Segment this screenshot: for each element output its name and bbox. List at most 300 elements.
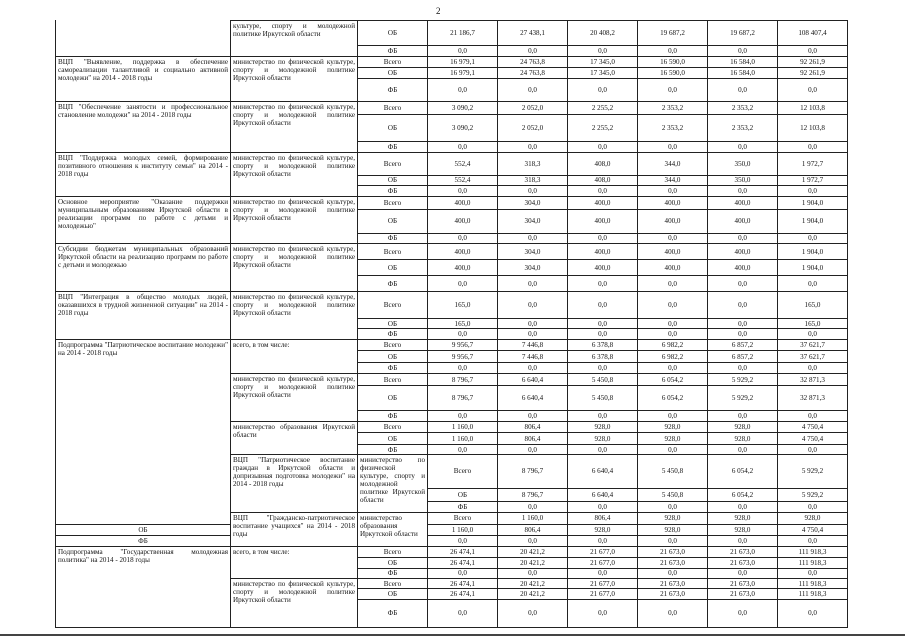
year-value-cell: 2 353,2 <box>638 101 708 114</box>
year-value-cell: 8 796,7 <box>428 374 498 386</box>
year-value-cell: 0,0 <box>498 329 568 339</box>
year-value-cell: 928,0 <box>568 421 638 433</box>
year-value-cell: 0,0 <box>568 411 638 421</box>
year-value-cell: 0,0 <box>638 599 708 627</box>
funding-source-cell: Всего <box>428 513 498 525</box>
year-value-cell: 0,0 <box>498 142 568 152</box>
year-value-cell: 0,0 <box>708 186 778 196</box>
year-value-cell: 0,0 <box>428 411 498 421</box>
funding-source-cell: ОБ <box>358 210 428 233</box>
funding-source-cell: ФБ <box>358 411 428 421</box>
year-value-cell: 0,0 <box>498 46 568 56</box>
year-value-cell: 400,0 <box>638 243 708 259</box>
year-value-cell: 0,0 <box>568 501 638 513</box>
year-value-cell: 16 979,1 <box>428 68 498 78</box>
total-value-cell: 1 904,0 <box>778 210 848 233</box>
year-value-cell: 0,0 <box>498 599 568 627</box>
funding-source-cell: ОБ <box>358 319 428 329</box>
program-name-cell: ВЦП "Обеспечение занятости и профессиональное становление молодежи" на 2014 - 2018 годы <box>56 101 231 152</box>
year-value-cell: 0,0 <box>708 319 778 329</box>
year-value-cell: 0,0 <box>568 444 638 454</box>
year-value-cell: 318,3 <box>498 152 568 175</box>
year-value-cell: 5 450,8 <box>568 386 638 411</box>
total-value-cell: 4 750,4 <box>778 433 848 445</box>
year-value-cell: 21 673,0 <box>638 578 708 588</box>
year-value-cell: 0,0 <box>638 501 708 513</box>
year-value-cell: 9 956,7 <box>428 339 498 351</box>
year-value-cell: 27 438,1 <box>498 21 568 46</box>
funding-source-cell: ФБ <box>358 46 428 56</box>
year-value-cell: 5 929,2 <box>708 374 778 386</box>
year-value-cell: 0,0 <box>708 411 778 421</box>
year-value-cell: 400,0 <box>708 243 778 259</box>
year-value-cell: 20 421,2 <box>498 558 568 568</box>
year-value-cell: 19 687,2 <box>638 21 708 46</box>
program-name-cell: Подпрограмма "Патриотическое воспитание молодежи" на 2014 - 2018 годы <box>56 339 231 524</box>
year-value-cell: 0,0 <box>638 142 708 152</box>
year-value-cell: 0,0 <box>498 233 568 243</box>
funding-source-cell: ОБ <box>358 260 428 276</box>
year-value-cell: 6 857,2 <box>708 339 778 351</box>
year-value-cell: 6 378,8 <box>568 351 638 363</box>
total-value-cell: 0,0 <box>778 362 848 374</box>
total-value-cell: 0,0 <box>778 599 848 627</box>
funding-source-cell: Всего <box>358 374 428 386</box>
year-value-cell: 928,0 <box>708 433 778 445</box>
year-value-cell: 0,0 <box>568 292 638 319</box>
funding-source-cell: ОБ <box>358 558 428 568</box>
year-value-cell: 2 052,0 <box>498 114 568 142</box>
year-value-cell: 0,0 <box>568 362 638 374</box>
year-value-cell: 5 450,8 <box>638 488 708 501</box>
year-value-cell: 0,0 <box>498 186 568 196</box>
year-value-cell: 16 979,1 <box>428 56 498 68</box>
year-value-cell: 0,0 <box>568 276 638 292</box>
budget-table <box>55 20 848 628</box>
year-value-cell: 0,0 <box>498 78 568 101</box>
total-value-cell: 37 621,7 <box>778 351 848 363</box>
year-value-cell: 0,0 <box>708 78 778 101</box>
year-value-cell: 0,0 <box>708 276 778 292</box>
total-value-cell: 1 904,0 <box>778 260 848 276</box>
year-value-cell: 1 160,0 <box>428 524 498 536</box>
total-value-cell: 12 103,8 <box>778 114 848 142</box>
year-value-cell: 0,0 <box>568 319 638 329</box>
year-value-cell: 344,0 <box>638 152 708 175</box>
year-value-cell: 0,0 <box>708 568 778 578</box>
year-value-cell: 0,0 <box>428 568 498 578</box>
year-value-cell: 3 090,2 <box>428 114 498 142</box>
year-value-cell: 0,0 <box>428 599 498 627</box>
year-value-cell: 21 677,0 <box>568 578 638 588</box>
funding-source-cell: ФБ <box>358 233 428 243</box>
year-value-cell: 928,0 <box>708 513 778 525</box>
year-value-cell: 0,0 <box>568 536 638 546</box>
year-value-cell: 318,3 <box>498 175 568 185</box>
total-value-cell: 0,0 <box>778 78 848 101</box>
year-value-cell: 21 673,0 <box>708 558 778 568</box>
year-value-cell: 304,0 <box>498 243 568 259</box>
year-value-cell: 0,0 <box>428 46 498 56</box>
total-value-cell: 0,0 <box>778 276 848 292</box>
year-value-cell: 0,0 <box>498 319 568 329</box>
year-value-cell: 6 640,4 <box>498 386 568 411</box>
responsible-executor-cell: всего, в том числе: <box>231 546 358 578</box>
year-value-cell: 19 687,2 <box>708 21 778 46</box>
year-value-cell: 806,4 <box>568 513 638 525</box>
year-value-cell: 0,0 <box>428 444 498 454</box>
year-value-cell: 400,0 <box>638 260 708 276</box>
program-name-cell: ВЦП "Гражданско-патриотическое воспитание учащихся" на 2014 - 2018 годы <box>231 513 358 546</box>
year-value-cell: 0,0 <box>638 276 708 292</box>
funding-source-cell: ОБ <box>358 68 428 78</box>
year-value-cell: 6 054,2 <box>708 488 778 501</box>
year-value-cell: 0,0 <box>498 362 568 374</box>
total-value-cell: 4 750,4 <box>778 524 848 536</box>
year-value-cell: 16 590,0 <box>638 68 708 78</box>
total-value-cell: 108 407,4 <box>778 21 848 46</box>
year-value-cell: 7 446,8 <box>498 339 568 351</box>
year-value-cell: 928,0 <box>778 513 848 525</box>
funding-source-cell: ФБ <box>358 329 428 339</box>
total-value-cell: 37 621,7 <box>778 339 848 351</box>
year-value-cell: 26 474,1 <box>428 546 498 558</box>
funding-source-cell: ФБ <box>358 186 428 196</box>
funding-source-cell: Всего <box>358 578 428 588</box>
year-value-cell: 6 982,2 <box>638 351 708 363</box>
funding-source-cell: ФБ <box>358 276 428 292</box>
year-value-cell: 350,0 <box>708 175 778 185</box>
year-value-cell: 344,0 <box>638 175 708 185</box>
table-row <box>56 536 848 546</box>
program-name-cell: ВЦП "Интеграция в общество молодых людей, оказавшихся в трудной жизненной ситуации" на 2014 - 2018 годы <box>56 292 231 339</box>
year-value-cell: 26 474,1 <box>428 558 498 568</box>
table-row <box>56 21 848 46</box>
year-value-cell: 400,0 <box>708 196 778 210</box>
funding-source-cell: ФБ <box>358 142 428 152</box>
year-value-cell: 165,0 <box>428 319 498 329</box>
year-value-cell: 0,0 <box>638 46 708 56</box>
year-value-cell: 0,0 <box>638 329 708 339</box>
year-value-cell: 9 956,7 <box>428 351 498 363</box>
table-row <box>56 339 848 351</box>
year-value-cell: 6 857,2 <box>708 351 778 363</box>
responsible-executor-cell: министерство по физической культуре, спорту и молодежной политике Иркутской области <box>231 101 358 152</box>
year-value-cell: 6 982,2 <box>638 339 708 351</box>
total-value-cell: 1 904,0 <box>778 196 848 210</box>
year-value-cell: 400,0 <box>708 210 778 233</box>
year-value-cell: 3 090,2 <box>428 101 498 114</box>
year-value-cell: 0,0 <box>638 233 708 243</box>
year-value-cell: 0,0 <box>638 186 708 196</box>
year-value-cell: 0,0 <box>708 501 778 513</box>
year-value-cell: 0,0 <box>708 536 778 546</box>
funding-source-cell: ОБ <box>358 175 428 185</box>
total-value-cell: 0,0 <box>778 329 848 339</box>
year-value-cell: 304,0 <box>498 260 568 276</box>
responsible-executor-cell: министерство по физической культуре, спорту и молодежной политике Иркутской области <box>231 292 358 339</box>
responsible-executor-cell: министерство по физической культуре, спорту и молодежной политике Иркутской области <box>231 374 358 421</box>
year-value-cell: 8 796,7 <box>428 386 498 411</box>
funding-source-cell: ФБ <box>358 599 428 627</box>
year-value-cell: 6 054,2 <box>708 455 778 488</box>
year-value-cell: 0,0 <box>568 599 638 627</box>
responsible-executor-cell: министерство образования Иркутской области <box>358 513 428 546</box>
total-value-cell: 12 103,8 <box>778 101 848 114</box>
year-value-cell: 2 052,0 <box>498 101 568 114</box>
funding-source-cell: ОБ <box>358 589 428 599</box>
funding-source-cell: ОБ <box>358 433 428 445</box>
year-value-cell: 400,0 <box>428 196 498 210</box>
year-value-cell: 0,0 <box>638 444 708 454</box>
table-row <box>56 524 848 536</box>
year-value-cell: 0,0 <box>498 536 568 546</box>
year-value-cell: 7 446,8 <box>498 351 568 363</box>
funding-source-cell: ОБ <box>358 386 428 411</box>
total-value-cell: 0,0 <box>778 233 848 243</box>
year-value-cell: 0,0 <box>498 292 568 319</box>
year-value-cell: 6 640,4 <box>498 374 568 386</box>
budget-table-body <box>56 21 848 628</box>
funding-source-cell: Всего <box>358 101 428 114</box>
year-value-cell: 21 673,0 <box>638 589 708 599</box>
year-value-cell: 928,0 <box>568 433 638 445</box>
year-value-cell: 5 450,8 <box>638 455 708 488</box>
year-value-cell: 0,0 <box>568 78 638 101</box>
funding-source-cell: Всего <box>358 292 428 319</box>
year-value-cell: 0,0 <box>708 599 778 627</box>
funding-source-cell: Всего <box>358 546 428 558</box>
year-value-cell: 0,0 <box>428 329 498 339</box>
year-value-cell: 0,0 <box>708 292 778 319</box>
year-value-cell: 1 160,0 <box>428 433 498 445</box>
year-value-cell: 0,0 <box>428 186 498 196</box>
table-row <box>56 243 848 259</box>
total-value-cell: 0,0 <box>778 411 848 421</box>
year-value-cell: 16 584,0 <box>708 68 778 78</box>
year-value-cell: 26 474,1 <box>428 589 498 599</box>
year-value-cell: 0,0 <box>498 444 568 454</box>
year-value-cell: 1 160,0 <box>428 421 498 433</box>
year-value-cell: 400,0 <box>708 260 778 276</box>
total-value-cell: 32 871,3 <box>778 386 848 411</box>
year-value-cell: 20 421,2 <box>498 546 568 558</box>
year-value-cell: 0,0 <box>568 568 638 578</box>
year-value-cell: 2 353,2 <box>638 114 708 142</box>
year-value-cell: 0,0 <box>638 568 708 578</box>
year-value-cell: 0,0 <box>498 276 568 292</box>
year-value-cell: 21 677,0 <box>568 589 638 599</box>
year-value-cell: 1 160,0 <box>498 513 568 525</box>
year-value-cell: 2 353,2 <box>708 101 778 114</box>
funding-source-cell: ФБ <box>358 568 428 578</box>
funding-source-cell: Всего <box>358 196 428 210</box>
total-value-cell: 0,0 <box>778 568 848 578</box>
year-value-cell: 21 673,0 <box>708 578 778 588</box>
year-value-cell: 928,0 <box>638 524 708 536</box>
year-value-cell: 17 345,0 <box>568 68 638 78</box>
funding-source-cell: Всего <box>358 421 428 433</box>
year-value-cell: 928,0 <box>568 524 638 536</box>
year-value-cell: 928,0 <box>638 421 708 433</box>
total-value-cell: 4 750,4 <box>778 421 848 433</box>
program-name-cell: Основное мероприятие "Оказание поддержки муниципальным образованиям Иркутской области в реализации программ по работе с детьми и молодежью" <box>56 196 231 243</box>
year-value-cell: 2 255,2 <box>568 101 638 114</box>
year-value-cell: 350,0 <box>708 152 778 175</box>
year-value-cell: 0,0 <box>708 329 778 339</box>
funding-source-cell: ФБ <box>358 78 428 101</box>
year-value-cell: 0,0 <box>568 329 638 339</box>
total-value-cell: 0,0 <box>778 186 848 196</box>
year-value-cell: 400,0 <box>568 243 638 259</box>
year-value-cell: 400,0 <box>428 243 498 259</box>
year-value-cell: 21 673,0 <box>708 589 778 599</box>
funding-source-cell: ФБ <box>358 362 428 374</box>
year-value-cell: 0,0 <box>498 568 568 578</box>
year-value-cell: 928,0 <box>638 433 708 445</box>
year-value-cell: 21 673,0 <box>708 546 778 558</box>
funding-source-cell: Всего <box>358 339 428 351</box>
year-value-cell: 408,0 <box>568 175 638 185</box>
table-row <box>56 196 848 210</box>
year-value-cell: 408,0 <box>568 152 638 175</box>
funding-source-cell: Всего <box>358 152 428 175</box>
year-value-cell: 0,0 <box>708 444 778 454</box>
funding-source-cell: Всего <box>358 56 428 68</box>
year-value-cell: 165,0 <box>428 292 498 319</box>
year-value-cell: 552,4 <box>428 152 498 175</box>
year-value-cell: 928,0 <box>708 421 778 433</box>
total-value-cell: 111 918,3 <box>778 546 848 558</box>
year-value-cell: 2 255,2 <box>568 114 638 142</box>
year-value-cell: 928,0 <box>708 524 778 536</box>
funding-source-cell: ОБ <box>428 488 498 501</box>
year-value-cell: 24 763,8 <box>498 56 568 68</box>
funding-source-cell: ОБ <box>358 114 428 142</box>
total-value-cell: 111 918,3 <box>778 578 848 588</box>
year-value-cell: 0,0 <box>638 362 708 374</box>
program-name-cell: Подпрограмма "Государственная молодежная политика" на 2014 - 2018 годы <box>56 546 231 627</box>
year-value-cell: 21 673,0 <box>638 546 708 558</box>
total-value-cell: 1 972,7 <box>778 175 848 185</box>
year-value-cell: 928,0 <box>638 513 708 525</box>
responsible-executor-cell: министерство образования Иркутской области <box>231 421 358 454</box>
year-value-cell: 0,0 <box>498 501 568 513</box>
responsible-executor-cell: министерство по физической культуре, спорту и молодежной политике Иркутской области <box>358 455 428 513</box>
year-value-cell: 806,4 <box>498 433 568 445</box>
year-value-cell: 400,0 <box>638 196 708 210</box>
table-row <box>56 292 848 319</box>
year-value-cell: 5 929,2 <box>778 488 848 501</box>
year-value-cell: 6 640,4 <box>568 488 638 501</box>
table-row <box>56 56 848 68</box>
year-value-cell: 806,4 <box>498 524 568 536</box>
total-value-cell: 92 261,9 <box>778 56 848 68</box>
year-value-cell: 6 054,2 <box>638 374 708 386</box>
year-value-cell: 21 186,7 <box>428 21 498 46</box>
year-value-cell: 6 640,4 <box>568 455 638 488</box>
year-value-cell: 0,0 <box>498 411 568 421</box>
year-value-cell: 21 677,0 <box>568 558 638 568</box>
year-value-cell: 0,0 <box>428 78 498 101</box>
total-value-cell: 1 904,0 <box>778 243 848 259</box>
page-number: 2 <box>436 6 441 16</box>
year-value-cell: 5 929,2 <box>778 455 848 488</box>
table-row <box>56 546 848 558</box>
year-value-cell: 400,0 <box>428 260 498 276</box>
year-value-cell: 0,0 <box>428 536 498 546</box>
program-name-cell <box>56 21 231 57</box>
year-value-cell: 20 421,2 <box>498 589 568 599</box>
year-value-cell: 2 353,2 <box>708 114 778 142</box>
year-value-cell: 0,0 <box>708 142 778 152</box>
total-value-cell: 111 918,3 <box>778 589 848 599</box>
program-name-cell: ВЦП "Выявление, поддержка в обеспечение самореализации талантливой и социально активной молодежи" на 2014 - 2018 годы <box>56 56 231 101</box>
total-value-cell: 0,0 <box>778 536 848 546</box>
year-value-cell: 400,0 <box>568 260 638 276</box>
year-value-cell: 16 584,0 <box>708 56 778 68</box>
year-value-cell: 20 408,2 <box>568 21 638 46</box>
year-value-cell: 6 378,8 <box>568 339 638 351</box>
page-bottom-rule <box>0 634 905 636</box>
year-value-cell: 5 450,8 <box>568 374 638 386</box>
year-value-cell: 20 421,2 <box>498 578 568 588</box>
year-value-cell: 6 054,2 <box>638 386 708 411</box>
year-value-cell: 400,0 <box>568 210 638 233</box>
year-value-cell: 0,0 <box>568 142 638 152</box>
year-value-cell: 806,4 <box>498 421 568 433</box>
year-value-cell: 0,0 <box>708 46 778 56</box>
year-value-cell: 8 796,7 <box>498 488 568 501</box>
total-value-cell: 1 972,7 <box>778 152 848 175</box>
total-value-cell: 0,0 <box>778 46 848 56</box>
responsible-executor-cell: министерство по физической культуре, спорту и молодежной политике Иркутской области <box>231 152 358 196</box>
funding-source-cell: ОБ <box>358 351 428 363</box>
year-value-cell: 5 929,2 <box>708 386 778 411</box>
table-row <box>56 152 848 175</box>
responsible-executor-cell: всего, в том числе: <box>231 339 358 374</box>
year-value-cell: 0,0 <box>638 536 708 546</box>
year-value-cell: 0,0 <box>708 233 778 243</box>
total-value-cell: 0,0 <box>778 142 848 152</box>
year-value-cell: 0,0 <box>638 411 708 421</box>
year-value-cell: 0,0 <box>638 319 708 329</box>
year-value-cell: 304,0 <box>498 210 568 233</box>
total-value-cell: 92 261,9 <box>778 68 848 78</box>
total-value-cell: 32 871,3 <box>778 374 848 386</box>
year-value-cell: 0,0 <box>638 292 708 319</box>
year-value-cell: 0,0 <box>568 186 638 196</box>
year-value-cell: 400,0 <box>568 196 638 210</box>
year-value-cell: 21 673,0 <box>638 558 708 568</box>
program-name-cell: ВЦП "Патриотическое воспитание граждан в Иркутской области и допризывная подготовка молодежи" на 2014 - 2018 годы <box>231 455 358 513</box>
year-value-cell: 400,0 <box>428 210 498 233</box>
year-value-cell: 17 345,0 <box>568 56 638 68</box>
year-value-cell: 0,0 <box>428 142 498 152</box>
year-value-cell: 0,0 <box>568 46 638 56</box>
program-name-cell: Субсидии бюджетам муниципальных образований Иркутской области на реализацию программ по работе с детьми и молодежью <box>56 243 231 292</box>
year-value-cell: 0,0 <box>428 233 498 243</box>
funding-source-cell: ФБ <box>358 444 428 454</box>
responsible-executor-cell: министерство по физической культуре, спорту и молодежной политике Иркутской области <box>231 196 358 243</box>
year-value-cell: 552,4 <box>428 175 498 185</box>
total-value-cell: 111 918,3 <box>778 558 848 568</box>
year-value-cell: 8 796,7 <box>498 455 568 488</box>
year-value-cell: 0,0 <box>638 78 708 101</box>
total-value-cell: 165,0 <box>778 292 848 319</box>
year-value-cell: 16 590,0 <box>638 56 708 68</box>
funding-source-cell: ФБ <box>56 536 231 546</box>
